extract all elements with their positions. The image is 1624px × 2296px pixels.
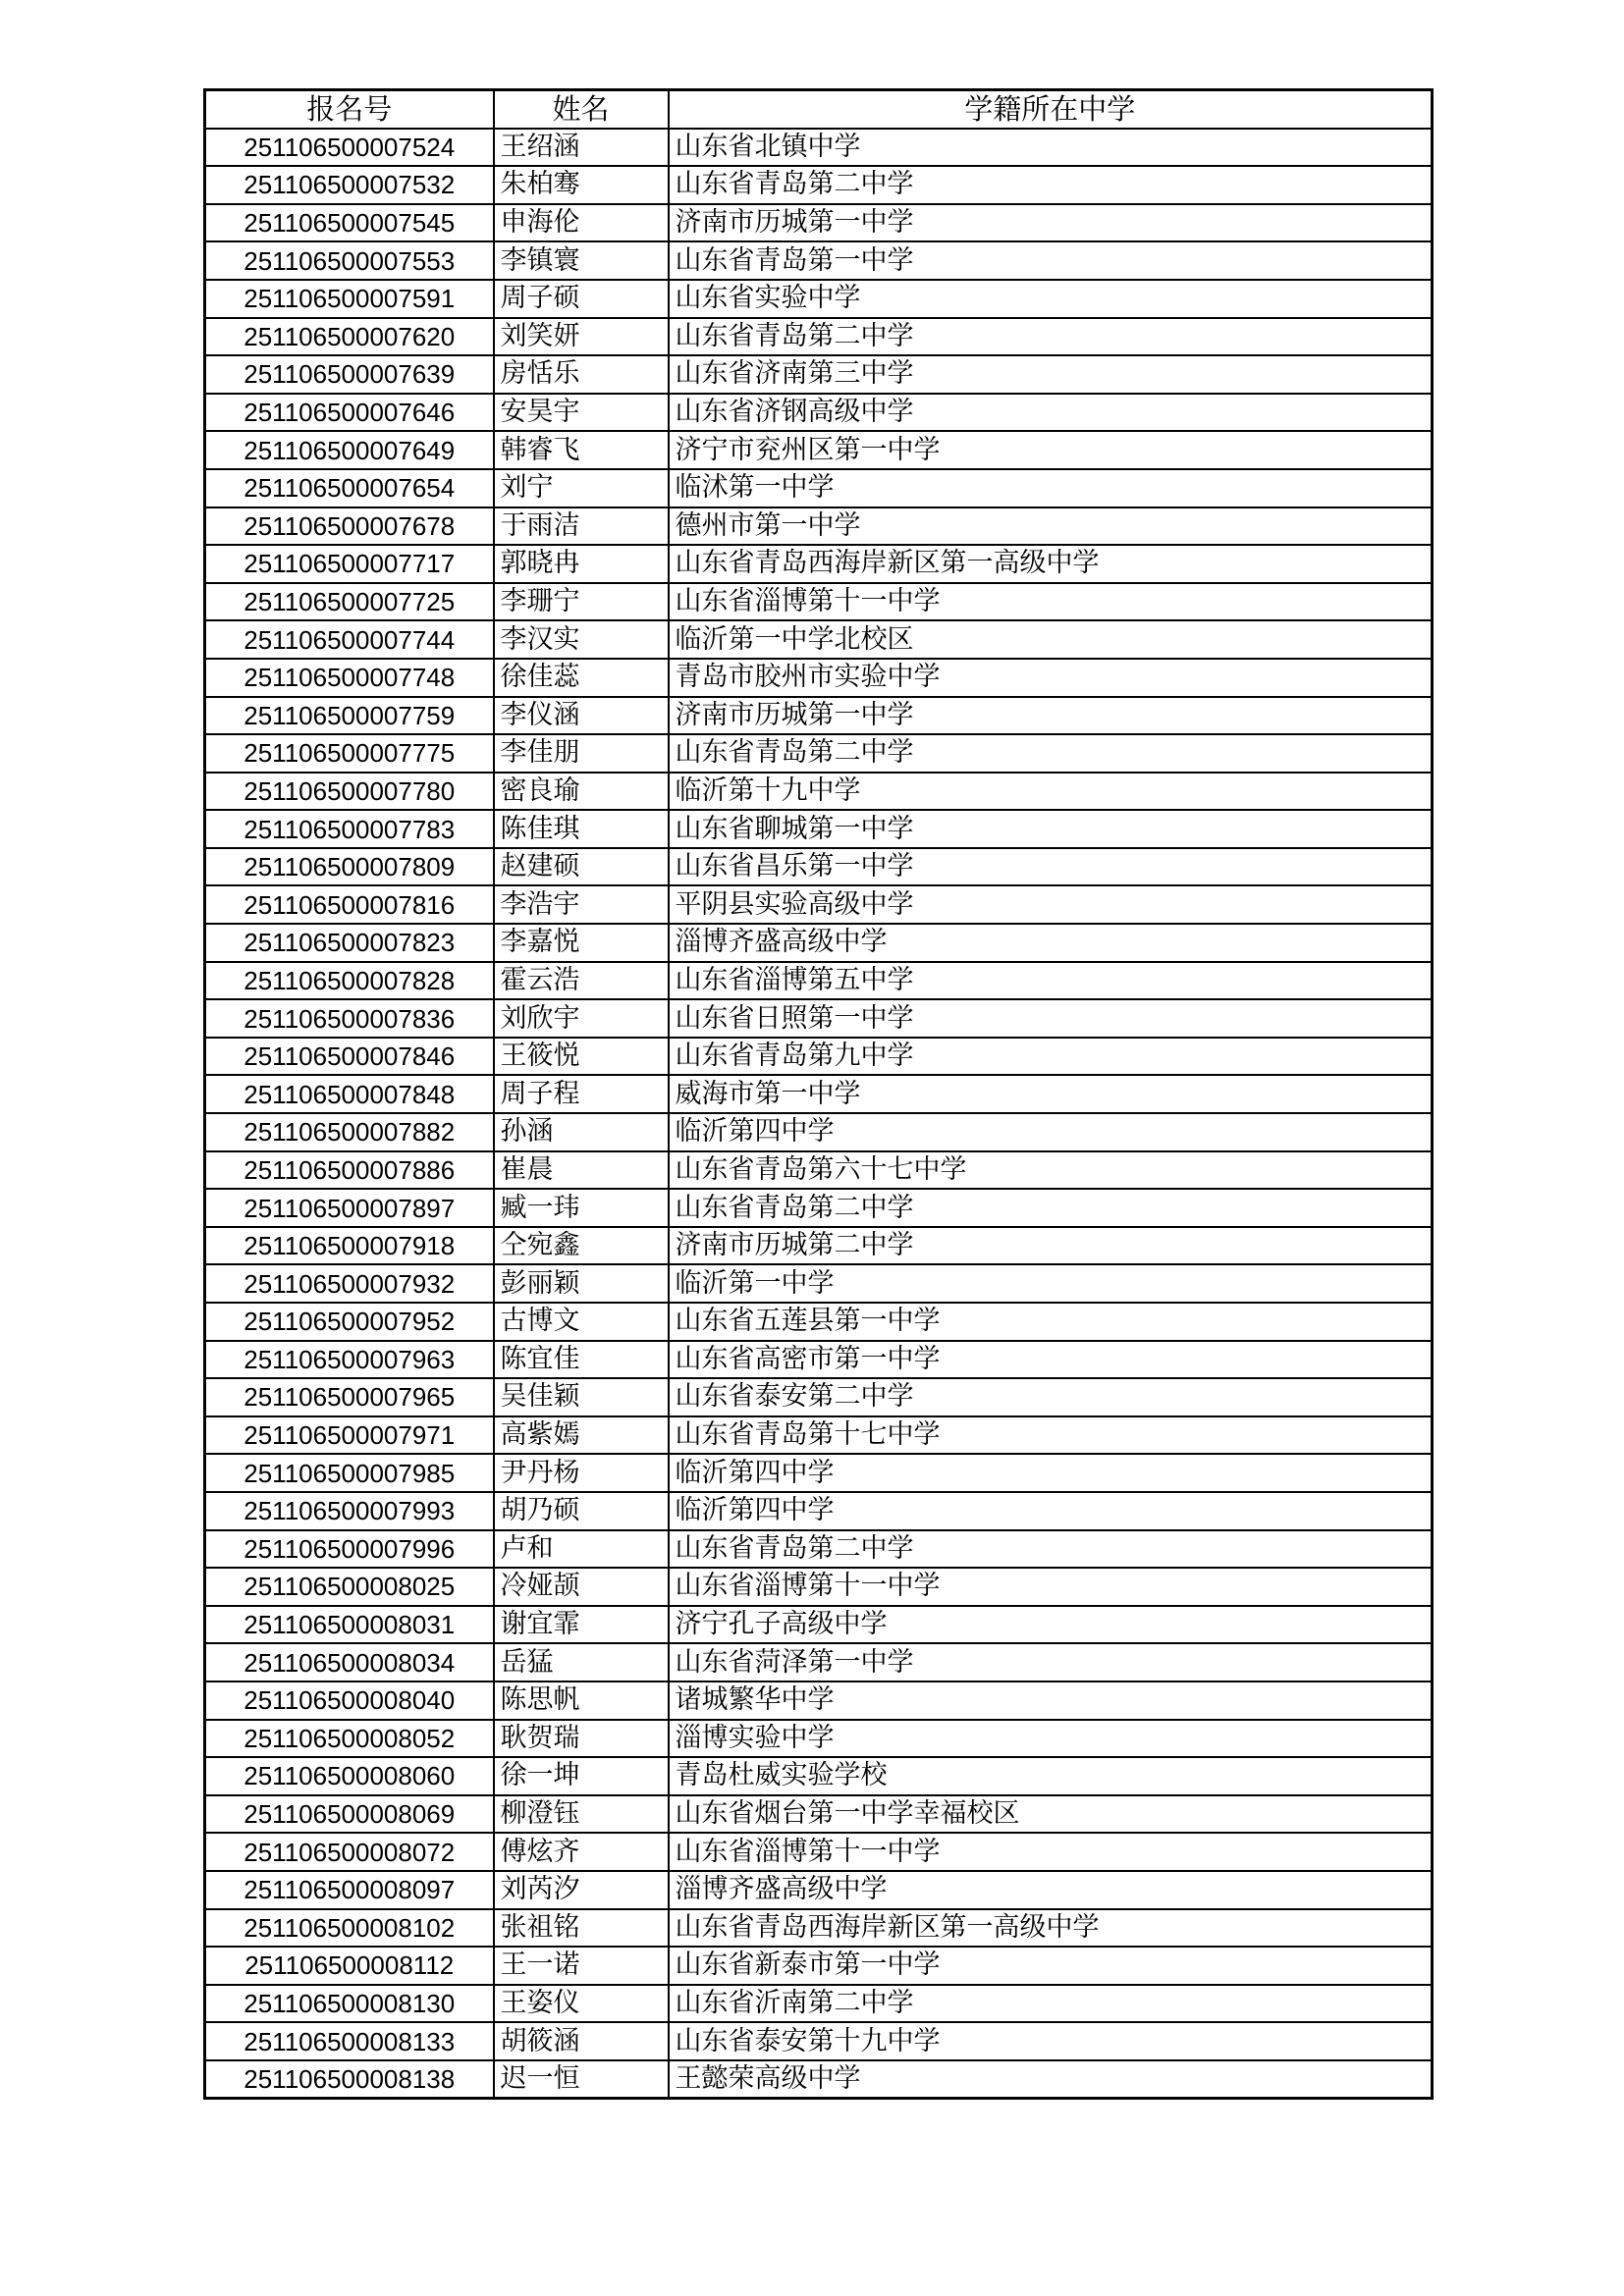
- school-cell: 诸城繁华中学: [669, 1682, 1433, 1720]
- admission-list-table: [203, 88, 1434, 2100]
- registration-number-cell: 251106500007985: [205, 1454, 494, 1492]
- student-name-cell: 陈宜佳: [494, 1341, 669, 1379]
- table-row: [205, 962, 1433, 1000]
- registration-number-cell: 251106500007965: [205, 1378, 494, 1416]
- school-cell: 山东省淄博第十一中学: [669, 1833, 1433, 1871]
- school-cell: 山东省济南第三中学: [669, 355, 1433, 394]
- table-body: [205, 129, 1433, 2099]
- registration-number-cell: 251106500007649: [205, 431, 494, 469]
- registration-number-cell: 251106500007780: [205, 773, 494, 811]
- student-name-cell: 朱柏骞: [494, 166, 669, 204]
- school-cell: 临沭第一中学: [669, 469, 1433, 507]
- table-row: [205, 885, 1433, 924]
- registration-number-cell: 251106500008138: [205, 2060, 494, 2099]
- table-row: [205, 620, 1433, 659]
- school-cell: 山东省青岛第十七中学: [669, 1416, 1433, 1455]
- school-cell: 山东省青岛第二中学: [669, 318, 1433, 356]
- header-registration-number: 报名号: [205, 90, 494, 129]
- student-name-cell: 刘芮汐: [494, 1871, 669, 1909]
- student-name-cell: 刘笑妍: [494, 318, 669, 356]
- table-row: [205, 1113, 1433, 1151]
- student-name-cell: 傅炫齐: [494, 1833, 669, 1871]
- table-row: [205, 583, 1433, 621]
- student-name-cell: 李汉实: [494, 620, 669, 659]
- student-name-cell: 赵建硕: [494, 848, 669, 886]
- registration-number-cell: 251106500007816: [205, 885, 494, 924]
- school-cell: 淄博齐盛高级中学: [669, 1871, 1433, 1909]
- table-row: [205, 1985, 1433, 2023]
- school-cell: 山东省青岛第二中学: [669, 1530, 1433, 1569]
- table-row: [205, 1151, 1433, 1190]
- registration-number-cell: 251106500007846: [205, 1038, 494, 1076]
- table-row: [205, 129, 1433, 167]
- school-cell: 山东省昌乐第一中学: [669, 848, 1433, 886]
- school-cell: 济宁市兖州区第一中学: [669, 431, 1433, 469]
- student-name-cell: 王姿仪: [494, 1985, 669, 2023]
- school-cell: 王懿荣高级中学: [669, 2060, 1433, 2099]
- table-header-row: [205, 90, 1433, 129]
- table-row: [205, 280, 1433, 318]
- registration-number-cell: 251106500007836: [205, 999, 494, 1038]
- table-row: [205, 999, 1433, 1038]
- registration-number-cell: 251106500007963: [205, 1341, 494, 1379]
- table-row: [205, 1264, 1433, 1303]
- school-cell: 临沂第四中学: [669, 1492, 1433, 1530]
- student-name-cell: 王一诺: [494, 1947, 669, 1985]
- registration-number-cell: 251106500007654: [205, 469, 494, 507]
- school-cell: 山东省青岛西海岸新区第一高级中学: [669, 1909, 1433, 1948]
- registration-number-cell: 251106500007744: [205, 620, 494, 659]
- registration-number-cell: 251106500007646: [205, 394, 494, 432]
- registration-number-cell: 251106500008031: [205, 1606, 494, 1644]
- registration-number-cell: 251106500007993: [205, 1492, 494, 1530]
- school-cell: 平阴县实验高级中学: [669, 885, 1433, 924]
- table-row: [205, 241, 1433, 280]
- school-cell: 临沂第四中学: [669, 1113, 1433, 1151]
- registration-number-cell: 251106500007996: [205, 1530, 494, 1569]
- registration-number-cell: 251106500008040: [205, 1682, 494, 1720]
- student-name-cell: 冷娅颉: [494, 1568, 669, 1606]
- table-row: [205, 1341, 1433, 1379]
- school-cell: 山东省烟台第一中学幸福校区: [669, 1795, 1433, 1834]
- student-name-cell: 张祖铭: [494, 1909, 669, 1948]
- student-name-cell: 李仪涵: [494, 697, 669, 735]
- registration-number-cell: 251106500007952: [205, 1303, 494, 1341]
- school-cell: 青岛杜威实验学校: [669, 1757, 1433, 1795]
- school-cell: 山东省聊城第一中学: [669, 810, 1433, 848]
- student-name-cell: 周子硕: [494, 280, 669, 318]
- school-cell: 山东省淄博第十一中学: [669, 1568, 1433, 1606]
- table-row: [205, 1227, 1433, 1265]
- registration-number-cell: 251106500007725: [205, 583, 494, 621]
- school-cell: 山东省北镇中学: [669, 129, 1433, 167]
- student-name-cell: 王绍涵: [494, 129, 669, 167]
- table-row: [205, 507, 1433, 546]
- student-name-cell: 李珊宁: [494, 583, 669, 621]
- student-name-cell: 徐佳蕊: [494, 659, 669, 697]
- registration-number-cell: 251106500007620: [205, 318, 494, 356]
- table-row: [205, 1492, 1433, 1530]
- header-name: 姓名: [494, 90, 669, 129]
- school-cell: 德州市第一中学: [669, 507, 1433, 546]
- registration-number-cell: 251106500008060: [205, 1757, 494, 1795]
- school-cell: 山东省实验中学: [669, 280, 1433, 318]
- table-row: [205, 1643, 1433, 1682]
- school-cell: 济南市历城第二中学: [669, 1227, 1433, 1265]
- school-cell: 山东省青岛第二中学: [669, 1189, 1433, 1227]
- table-row: [205, 1416, 1433, 1455]
- student-name-cell: 尹丹杨: [494, 1454, 669, 1492]
- student-name-cell: 胡乃硕: [494, 1492, 669, 1530]
- school-cell: 淄博齐盛高级中学: [669, 924, 1433, 962]
- registration-number-cell: 251106500007775: [205, 734, 494, 773]
- table-row: [205, 469, 1433, 507]
- table-row: [205, 1038, 1433, 1076]
- school-cell: 山东省沂南第二中学: [669, 1985, 1433, 2023]
- school-cell: 山东省青岛第九中学: [669, 1038, 1433, 1076]
- school-cell: 山东省淄博第十一中学: [669, 583, 1433, 621]
- registration-number-cell: 251106500008025: [205, 1568, 494, 1606]
- student-name-cell: 崔晨: [494, 1151, 669, 1190]
- registration-number-cell: 251106500007897: [205, 1189, 494, 1227]
- table-row: [205, 2060, 1433, 2099]
- student-name-cell: 霍云浩: [494, 962, 669, 1000]
- school-cell: 山东省淄博第五中学: [669, 962, 1433, 1000]
- school-cell: 山东省青岛第二中学: [669, 166, 1433, 204]
- table-row: [205, 924, 1433, 962]
- student-name-cell: 房恬乐: [494, 355, 669, 394]
- student-name-cell: 迟一恒: [494, 2060, 669, 2099]
- registration-number-cell: 251106500007545: [205, 204, 494, 242]
- table-row: [205, 394, 1433, 432]
- student-name-cell: 于雨洁: [494, 507, 669, 546]
- student-name-cell: 高紫嫣: [494, 1416, 669, 1455]
- registration-number-cell: 251106500008097: [205, 1871, 494, 1909]
- registration-number-cell: 251106500008072: [205, 1833, 494, 1871]
- table-row: [205, 734, 1433, 773]
- student-name-cell: 李嘉悦: [494, 924, 669, 962]
- table-row: [205, 1454, 1433, 1492]
- table-row: [205, 1568, 1433, 1606]
- student-name-cell: 周子程: [494, 1075, 669, 1113]
- student-name-cell: 胡筱涵: [494, 2022, 669, 2060]
- student-name-cell: 李浩宇: [494, 885, 669, 924]
- table-row: [205, 1075, 1433, 1113]
- registration-number-cell: 251106500007553: [205, 241, 494, 280]
- school-cell: 山东省新泰市第一中学: [669, 1947, 1433, 1985]
- school-cell: 临沂第一中学北校区: [669, 620, 1433, 659]
- table-row: [205, 1189, 1433, 1227]
- student-name-cell: 刘宁: [494, 469, 669, 507]
- registration-number-cell: 251106500008034: [205, 1643, 494, 1682]
- student-name-cell: 彭丽颖: [494, 1264, 669, 1303]
- student-name-cell: 孙涵: [494, 1113, 669, 1151]
- student-name-cell: 仝宛鑫: [494, 1227, 669, 1265]
- school-cell: 山东省菏泽第一中学: [669, 1643, 1433, 1682]
- student-name-cell: 密良瑜: [494, 773, 669, 811]
- registration-number-cell: 251106500008102: [205, 1909, 494, 1948]
- school-cell: 山东省青岛第二中学: [669, 734, 1433, 773]
- registration-number-cell: 251106500007918: [205, 1227, 494, 1265]
- table-row: [205, 1682, 1433, 1720]
- registration-number-cell: 251106500007759: [205, 697, 494, 735]
- student-name-cell: 岳猛: [494, 1643, 669, 1682]
- school-cell: 济南市历城第一中学: [669, 697, 1433, 735]
- registration-number-cell: 251106500008112: [205, 1947, 494, 1985]
- student-name-cell: 臧一玮: [494, 1189, 669, 1227]
- table-row: [205, 697, 1433, 735]
- school-cell: 临沂第十九中学: [669, 773, 1433, 811]
- student-name-cell: 卢和: [494, 1530, 669, 1569]
- table-row: [205, 1757, 1433, 1795]
- table-row: [205, 810, 1433, 848]
- school-cell: 山东省济钢高级中学: [669, 394, 1433, 432]
- student-name-cell: 吴佳颖: [494, 1378, 669, 1416]
- student-name-cell: 郭晓冉: [494, 545, 669, 583]
- registration-number-cell: 251106500007886: [205, 1151, 494, 1190]
- student-name-cell: 刘欣宇: [494, 999, 669, 1038]
- registration-number-cell: 251106500007591: [205, 280, 494, 318]
- registration-number-cell: 251106500007639: [205, 355, 494, 394]
- school-cell: 山东省五莲县第一中学: [669, 1303, 1433, 1341]
- student-name-cell: 徐一坤: [494, 1757, 669, 1795]
- registration-number-cell: 251106500007524: [205, 129, 494, 167]
- student-name-cell: 陈佳琪: [494, 810, 669, 848]
- school-cell: 山东省泰安第十九中学: [669, 2022, 1433, 2060]
- table-row: [205, 1871, 1433, 1909]
- table-row: [205, 1947, 1433, 1985]
- student-name-cell: 申海伦: [494, 204, 669, 242]
- school-cell: 临沂第一中学: [669, 1264, 1433, 1303]
- registration-number-cell: 251106500007809: [205, 848, 494, 886]
- school-cell: 青岛市胶州市实验中学: [669, 659, 1433, 697]
- table-row: [205, 545, 1433, 583]
- table-row: [205, 1530, 1433, 1569]
- student-name-cell: 安昊宇: [494, 394, 669, 432]
- table-row: [205, 773, 1433, 811]
- registration-number-cell: 251106500008052: [205, 1720, 494, 1758]
- table-row: [205, 848, 1433, 886]
- school-cell: 临沂第四中学: [669, 1454, 1433, 1492]
- registration-number-cell: 251106500007932: [205, 1264, 494, 1303]
- student-name-cell: 李镇寰: [494, 241, 669, 280]
- student-name-cell: 柳澄钰: [494, 1795, 669, 1834]
- school-cell: 山东省日照第一中学: [669, 999, 1433, 1038]
- school-cell: 淄博实验中学: [669, 1720, 1433, 1758]
- registration-number-cell: 251106500007828: [205, 962, 494, 1000]
- table-row: [205, 431, 1433, 469]
- registration-number-cell: 251106500007971: [205, 1416, 494, 1455]
- school-cell: 济南市历城第一中学: [669, 204, 1433, 242]
- school-cell: 山东省青岛西海岸新区第一高级中学: [669, 545, 1433, 583]
- student-name-cell: 古博文: [494, 1303, 669, 1341]
- school-cell: 山东省高密市第一中学: [669, 1341, 1433, 1379]
- school-cell: 山东省青岛第六十七中学: [669, 1151, 1433, 1190]
- student-name-cell: 陈思帆: [494, 1682, 669, 1720]
- student-name-cell: 韩睿飞: [494, 431, 669, 469]
- registration-number-cell: 251106500007532: [205, 166, 494, 204]
- student-name-cell: 王筱悦: [494, 1038, 669, 1076]
- table-row: [205, 1303, 1433, 1341]
- header-school: 学籍所在中学: [669, 90, 1433, 129]
- registration-number-cell: 251106500008130: [205, 1985, 494, 2023]
- table-row: [205, 2022, 1433, 2060]
- school-cell: 威海市第一中学: [669, 1075, 1433, 1113]
- table-row: [205, 318, 1433, 356]
- registration-number-cell: 251106500007783: [205, 810, 494, 848]
- registration-number-cell: 251106500007848: [205, 1075, 494, 1113]
- registration-number-cell: 251106500007717: [205, 545, 494, 583]
- registration-number-cell: 251106500008069: [205, 1795, 494, 1834]
- school-cell: 山东省泰安第二中学: [669, 1378, 1433, 1416]
- student-name-cell: 谢宜霏: [494, 1606, 669, 1644]
- table-row: [205, 355, 1433, 394]
- registration-number-cell: 251106500007823: [205, 924, 494, 962]
- table-row: [205, 1606, 1433, 1644]
- registration-number-cell: 251106500007748: [205, 659, 494, 697]
- school-cell: 山东省青岛第一中学: [669, 241, 1433, 280]
- table-row: [205, 166, 1433, 204]
- table-row: [205, 1909, 1433, 1948]
- student-name-cell: 李佳朋: [494, 734, 669, 773]
- table-row: [205, 1378, 1433, 1416]
- table-row: [205, 1833, 1433, 1871]
- table-row: [205, 659, 1433, 697]
- table-row: [205, 1720, 1433, 1758]
- table-row: [205, 204, 1433, 242]
- registration-number-cell: 251106500008133: [205, 2022, 494, 2060]
- registration-number-cell: 251106500007678: [205, 507, 494, 546]
- student-name-cell: 耿贺瑞: [494, 1720, 669, 1758]
- registration-number-cell: 251106500007882: [205, 1113, 494, 1151]
- school-cell: 济宁孔子高级中学: [669, 1606, 1433, 1644]
- table-row: [205, 1795, 1433, 1834]
